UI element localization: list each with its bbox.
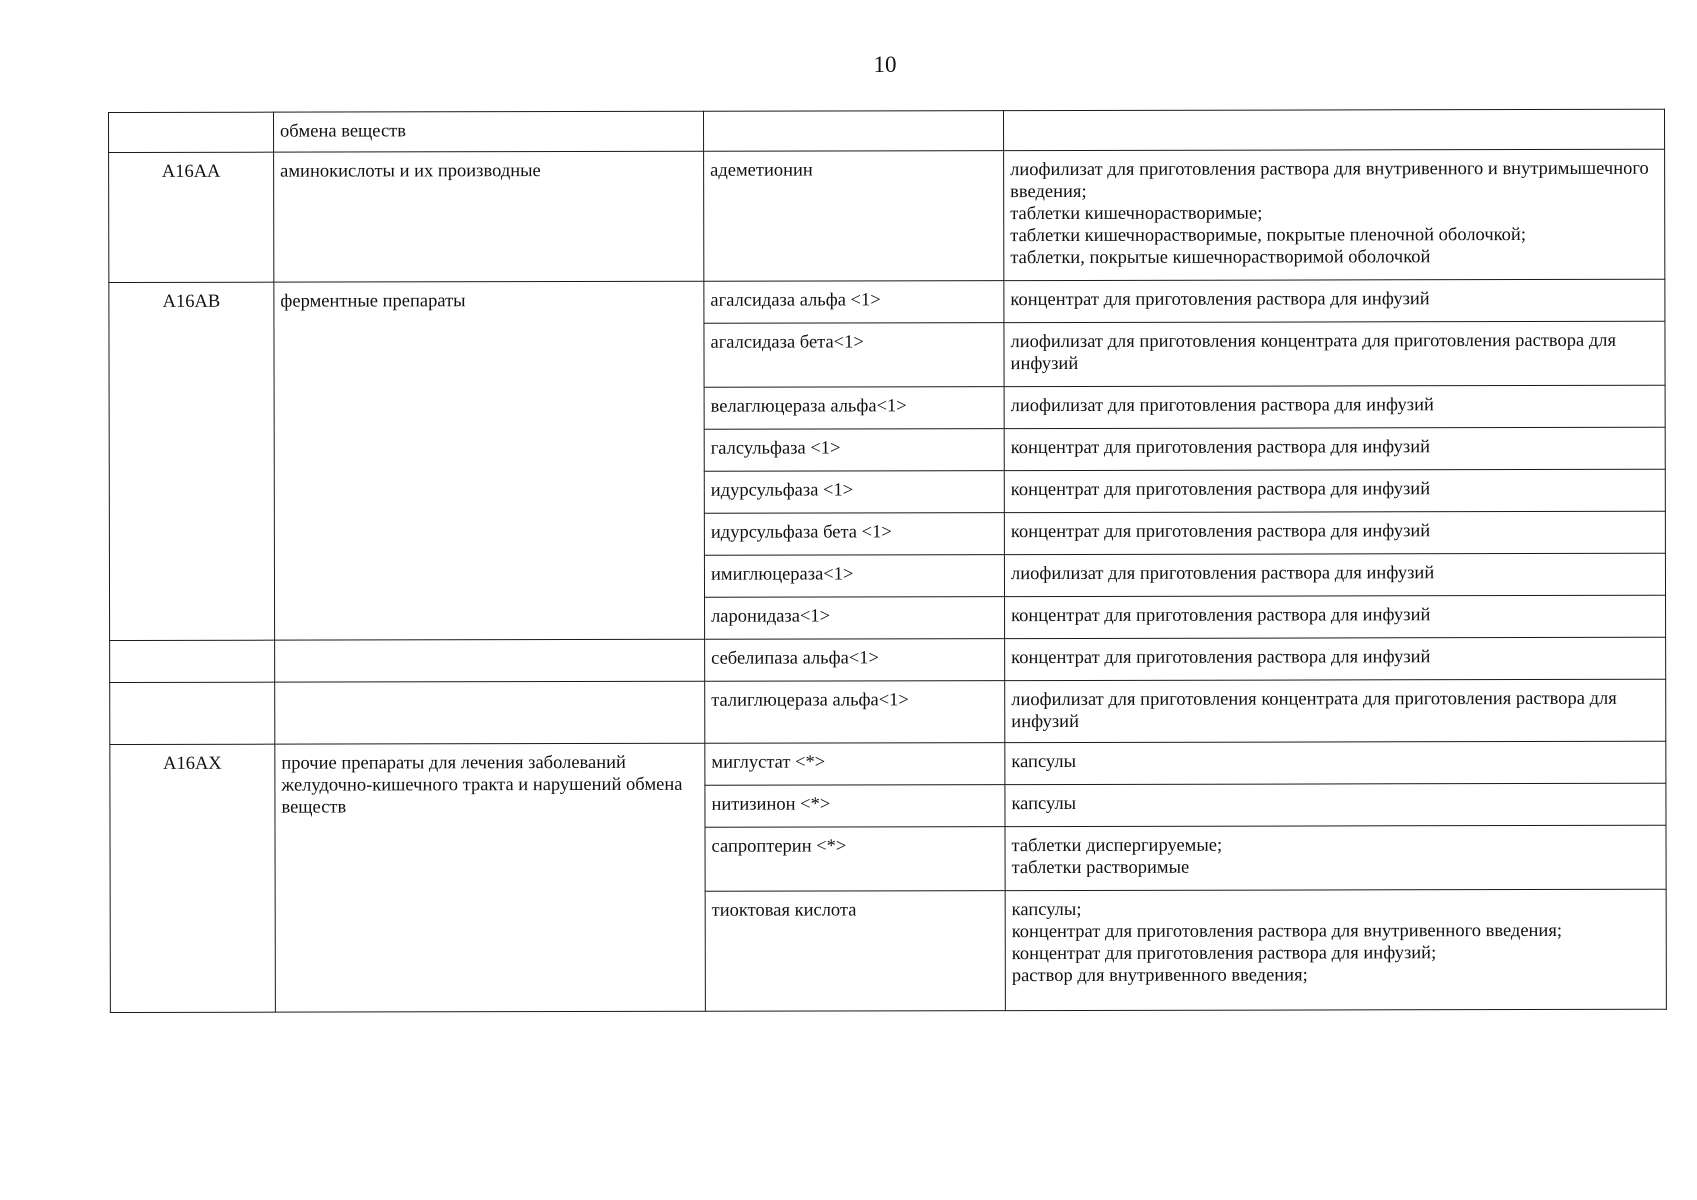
dosage-forms-cell xyxy=(1004,511,1665,554)
dosage-forms-cell xyxy=(1005,889,1666,1010)
dosage-form-line: раствор для внутривенного введения; xyxy=(1011,965,1308,987)
table-row xyxy=(110,741,1666,786)
drug-name-cell: талиглюцераза альфа<1> xyxy=(705,681,1005,744)
dosage-form-line: лиофилизат для приготовления раствора для инфузий xyxy=(1010,395,1434,417)
drug-name-cell: миглустат <*> xyxy=(705,743,1005,786)
dosage-form-line: концентрат для приготовления раствора для инфузий xyxy=(1010,289,1430,311)
atc-code-cell xyxy=(110,640,275,682)
atc-code-cell xyxy=(109,112,274,152)
dosage-forms-cell xyxy=(1005,595,1666,638)
dosage-form-line: концентрат для приготовления раствора для инфузий xyxy=(1010,479,1431,501)
dosage-form-line: лиофилизат для приготовления раствора для инфузий xyxy=(1010,563,1435,585)
drug-name-cell: агалсидаза бета<1> xyxy=(704,323,1004,388)
dosage-forms-cell xyxy=(1004,385,1665,428)
dosage-form-line: капсулы xyxy=(1011,793,1077,815)
dosage-form-line: концентрат для приготовления раствора для инфузий xyxy=(1010,521,1431,543)
table-row xyxy=(109,109,1665,152)
dosage-form-line: таблетки диспергируемые; xyxy=(1011,835,1223,857)
drug-name-cell: ларонидаза<1> xyxy=(705,597,1005,640)
drug-name-cell: идурсульфаза <1> xyxy=(704,471,1004,514)
dosage-form-line: концентрат для приготовления раствора для инфузий xyxy=(1010,437,1431,459)
dosage-forms-cell xyxy=(1005,825,1666,890)
anatomical-group-cell xyxy=(275,681,705,744)
dosage-forms-cell xyxy=(1004,279,1665,322)
table-row xyxy=(110,637,1666,682)
dosage-form-line: таблетки кишечнорастворимые; xyxy=(1010,203,1263,225)
drug-name-cell: идурсульфаза бета <1> xyxy=(704,513,1004,556)
drug-name-cell: имиглюцераза<1> xyxy=(704,555,1004,598)
drug-name-cell: агалсидаза альфа <1> xyxy=(704,281,1004,324)
dosage-forms-cell xyxy=(1004,469,1665,512)
anatomical-group-cell xyxy=(275,639,705,682)
dosage-forms-cell xyxy=(1004,149,1665,280)
dosage-forms-cell xyxy=(1005,783,1666,826)
dosage-form-line: лиофилизат для приготовления концентрата для приготовления раствора для инфузий xyxy=(1011,688,1617,733)
dosage-form-line: концентрат для приготовления раствора для внутривенного введения; xyxy=(1011,920,1563,943)
drug-name-cell xyxy=(703,111,1003,152)
drug-name-cell: велаглюцераза альфа<1> xyxy=(704,387,1004,430)
dosage-form-line: капсулы xyxy=(1011,751,1077,773)
drug-name-cell: адеметионин xyxy=(704,151,1004,282)
drug-name-cell: сапроптерин <*> xyxy=(705,827,1005,892)
table-row xyxy=(109,279,1665,324)
atc-code-cell: A16AA xyxy=(109,152,274,282)
dosage-forms-cell xyxy=(1004,427,1665,470)
dosage-forms-cell xyxy=(1004,321,1665,386)
dosage-form-line: концентрат для приготовления раствора для инфузий xyxy=(1011,605,1431,627)
dosage-form-line: концентрат для приготовления раствора для инфузий; xyxy=(1011,943,1437,965)
dosage-forms-cell xyxy=(1005,679,1666,742)
dosage-forms-cell xyxy=(1003,109,1664,150)
atc-code-cell xyxy=(110,682,275,744)
drug-list-table xyxy=(108,109,1667,1013)
dosage-forms-cell xyxy=(1004,553,1665,596)
dosage-form-line: таблетки растворимые xyxy=(1011,857,1190,879)
table-row xyxy=(109,149,1665,282)
page-number: 10 xyxy=(873,52,897,77)
drug-name-cell: галсульфаза <1> xyxy=(704,429,1004,472)
dosage-form-line: лиофилизат для приготовления раствора для внутривенного и внутримышечного введения; xyxy=(1010,158,1649,203)
dosage-form-line: лиофилизат для приготовления концентрата для приготовления раствора для инфузий xyxy=(1010,330,1617,375)
dosage-forms-cell xyxy=(1005,637,1666,680)
anatomical-group-cell: прочие препараты для лечения заболеваний желудочно-кишечного тракта и нарушений обмена веществ xyxy=(275,743,706,1012)
drug-name-cell: нитизинон <*> xyxy=(705,785,1005,828)
table-row xyxy=(110,679,1666,744)
drug-name-cell: тиоктовая кислота xyxy=(705,891,1005,1012)
drug-name-cell: себелипаза альфа<1> xyxy=(705,639,1005,682)
dosage-form-line: таблетки кишечнорастворимые, покрытые пленочной оболочкой; xyxy=(1010,225,1526,247)
dosage-form-line: таблетки, покрытые кишечнорастворимой оболочкой xyxy=(1010,247,1431,269)
anatomical-group-cell: аминокислоты и их производные xyxy=(274,151,704,282)
dosage-form-line: концентрат для приготовления раствора для инфузий xyxy=(1011,647,1431,669)
anatomical-group-cell: обмена веществ xyxy=(274,111,704,152)
dosage-form-line: капсулы; xyxy=(1011,899,1082,921)
atc-code-cell: A16AB xyxy=(109,282,275,640)
dosage-forms-cell xyxy=(1005,741,1666,784)
anatomical-group-cell: ферментные препараты xyxy=(274,281,705,640)
atc-code-cell: A16AX xyxy=(110,744,276,1012)
